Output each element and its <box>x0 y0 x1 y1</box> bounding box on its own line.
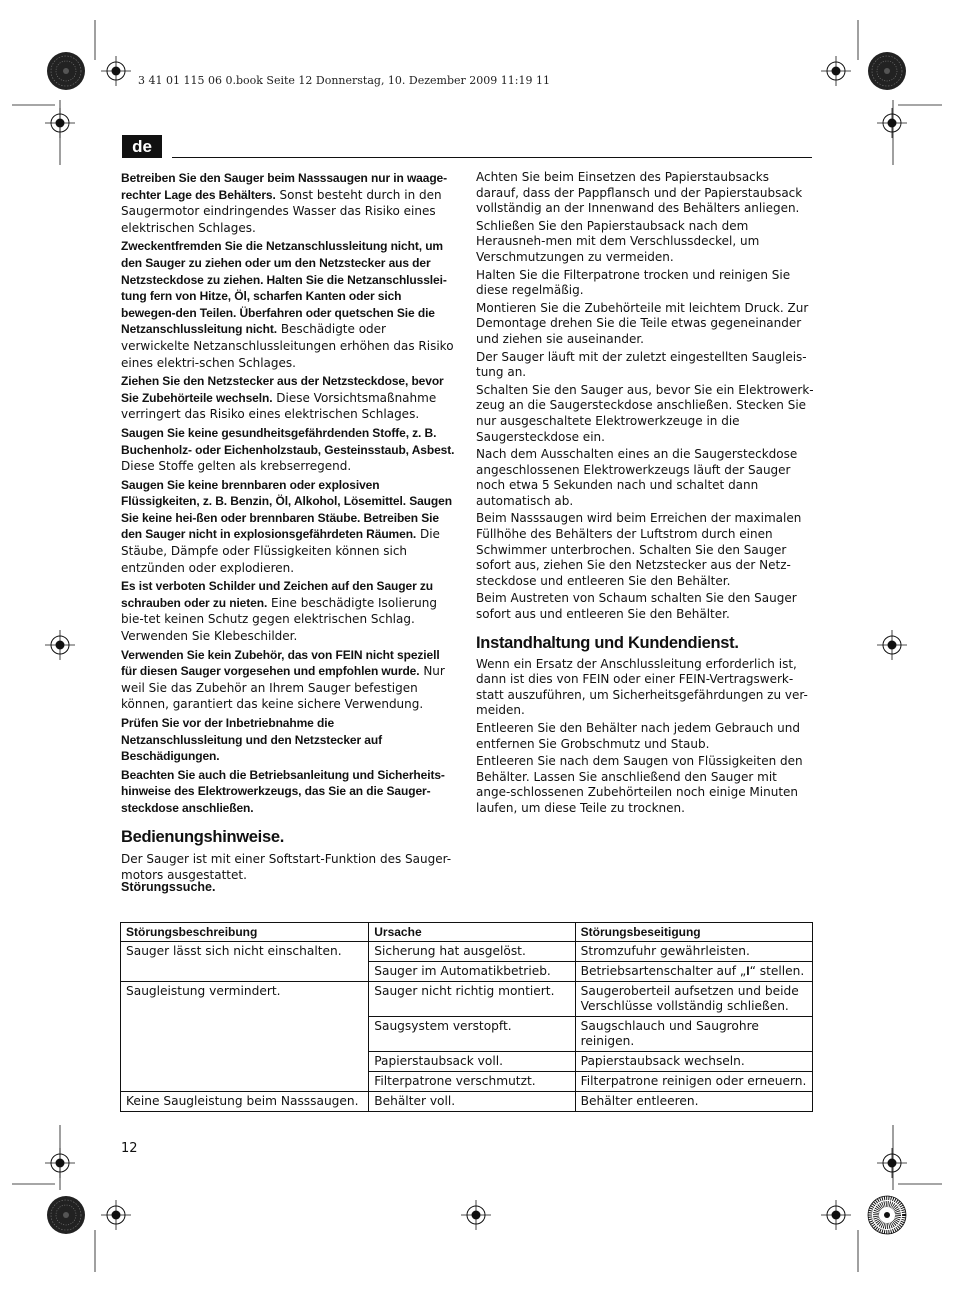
problem-cell: Sauger lässt sich nicht einschalten. <box>121 942 369 982</box>
safety-paragraph: Es ist verboten Schilder und Zeichen auf den Sauger zu schrauben oder zu nieten. Eine beschädigte Isolierung bie-tet keinen Schutz gegen elektrischen Schlag. Verwenden Sie Klebeschilder. <box>121 579 437 644</box>
cause-cell: Saugsystem verstopft. <box>369 1017 575 1052</box>
operation-paragraph: Beim Austreten von Schaum schalten Sie den Sauger sofort aus und entleeren Sie den Behälter. <box>476 591 797 622</box>
operation-paragraph: Der Sauger läuft mit der zuletzt eingestellten Saugleis-tung an. <box>476 349 807 380</box>
operation-paragraph: Beim Nasssaugen wird beim Erreichen der maximalen Füllhöhe des Behälters der Luftstrom durch einen Schwimmer unterbrochen. Schalten Sie den Sauger sofort aus, ziehen Sie den Netzstecker aus der Netz-steckdose und entleeren Sie den Behälter. <box>476 511 802 588</box>
fix-cell: Saugeroberteil aufsetzen und beide Verschlüsse vollständig schließen. <box>575 982 812 1017</box>
safety-paragraph: Saugen Sie keine brennbaren oder explosiven Flüssigkeiten, z. B. Benzin, Öl, Alkohol, Lösemittel. Saugen Sie keine hei-ßen oder brennbaren Stäube. Betreiben Sie den Sauger nicht in explosionsgefährdeten Räumen. Die Stäube, Dämpfe oder Flüssigkeiten können sich entzünden oder explodieren. <box>121 477 452 575</box>
safety-paragraph: Betreiben Sie den Sauger beim Nasssaugen nur in waage-rechter Lage des Behälters. Sonst besteht durch in den Saugermotor eindringendes Wasser das Risiko eines elektrischen Schlages. <box>121 171 448 235</box>
header-rule <box>172 157 812 158</box>
column-header: Störungsbeschreibung <box>121 923 369 942</box>
table-row <box>121 982 813 1017</box>
service-paragraph: Entleeren Sie den Behälter nach jedem Gebrauch und entfernen Sie Grobschmutz und Staub. <box>476 721 801 751</box>
cause-cell: Sauger im Automatikbetrieb. <box>369 962 575 982</box>
troubleshooting-title: Störungssuche. <box>121 880 216 894</box>
safety-paragraph: Saugen Sie keine gesundheitsgefährdenden Stoffe, z. B. Buchenholz- oder Eichenholzstaub, Gesteinsstaub, Asbest. Diese Stoffe gelten als krebserregend. <box>121 425 455 474</box>
column-header: Störungsbeseitigung <box>575 923 812 942</box>
operation-paragraph: Montieren Sie die Zubehörteile mit leichtem Druck. Zur Demontage drehen Sie die Teile etwas gegeneinander und ziehen sie auseinander. <box>476 300 809 346</box>
cause-cell: Sauger nicht richtig montiert. <box>369 982 575 1017</box>
service-paragraph: Wenn ein Ersatz der Anschlussleitung erforderlich ist, dann ist dies von FEIN oder einer FEIN-Vertragswerk-statt auszuführen, um Sicherheitsgefährdungen zu ver-meiden. <box>476 656 808 718</box>
heading-service: Instandhaltung und Kundendienst. <box>476 633 739 652</box>
cause-cell: Papierstaubsack voll. <box>369 1052 575 1072</box>
table-row <box>121 942 813 962</box>
page-number: 12 <box>121 1141 138 1156</box>
fix-cell: Betriebsartenschalter auf „I“ stellen. <box>575 962 812 982</box>
switch-symbol: I <box>746 964 750 978</box>
language-badge: de <box>122 135 162 158</box>
operation-paragraph: Halten Sie die Filterpatrone trocken und reinigen Sie diese regelmäßig. <box>476 267 791 298</box>
heading-operation: Bedienungshinweise. <box>121 827 284 846</box>
operation-paragraph: Nach dem Ausschalten eines an die Saugersteckdose angeschlossenen Elektrowerkzeugs läuft der Sauger noch etwa 5 Sekunden nach und schaltet dann automatisch ab. <box>476 447 798 508</box>
table-header-row <box>121 923 813 942</box>
fix-cell: Filterpatrone reinigen oder erneuern. <box>575 1072 812 1092</box>
right-column <box>476 170 814 819</box>
operation-paragraph: Schließen Sie den Papierstaubsack nach dem Herausneh-men mit dem Verschlussdeckel, um Verschmutzungen zu vermeiden. <box>476 218 760 264</box>
print-file-line: 3 41 01 115 06 0.book Seite 12 Donnerstag, 10. Dezember 2009 11:19 11 <box>138 74 550 87</box>
fix-cell: Behälter entleeren. <box>575 1092 812 1112</box>
fix-cell: Papierstaubsack wechseln. <box>575 1052 812 1072</box>
cause-cell: Sicherung hat ausgelöst. <box>369 942 575 962</box>
problem-cell: Saugleistung vermindert. <box>121 982 369 1092</box>
safety-paragraph: Prüfen Sie vor der Inbetriebnahme die Netzanschlussleitung und den Netzstecker auf Beschädigungen. <box>121 716 382 764</box>
column-header: Ursache <box>369 923 575 942</box>
operation-paragraph: Schalten Sie den Sauger aus, bevor Sie ein Elektrowerk-zeug an die Saugersteckdose anschließen. Stecken Sie nur ausgeschaltete Elektrowerkzeuge in die Saugersteckdose ein. <box>476 382 814 444</box>
troubleshooting-table <box>120 922 813 1112</box>
fix-cell: Saugschlauch und Saugrohre reinigen. <box>575 1017 812 1052</box>
safety-paragraph: Beachten Sie auch die Betriebsanleitung und Sicherheits-hinweise des Elektrowerkzeugs, das Sie an die Sauger-steckdose anschließen. <box>121 767 445 815</box>
operation-paragraph: Achten Sie beim Einsetzen des Papierstaubsacks darauf, dass der Pappflansch und der Papierstaubsack vollständig an der Innenwand des Behälters anliegen. <box>476 170 803 216</box>
problem-cell: Keine Saugleistung beim Nasssaugen. <box>121 1092 369 1112</box>
service-paragraph: Entleeren Sie nach dem Saugen von Flüssigkeiten den Behälter. Lassen Sie anschließend den Sauger mit ange-schlossenen Zubehörteilen noch einige Minuten laufen, um diese Teile zu trocknen. <box>476 754 803 815</box>
safety-paragraph: Zweckentfremden Sie die Netzanschlussleitung nicht, um den Sauger zu ziehen oder um den Netzstecker aus der Netzsteckdose zu ziehen. Halten Sie die Netzanschlusslei-tung fern von Hitze, Öl, scharfen Kanten oder sich bewegen-den Teilen. Überfahren oder quetschen Sie die Netzanschlussleitung nicht. Beschädigte oder verwickelte Netzanschlussleitungen erhöhen das Risiko eines elektri-schen Schlages. <box>121 239 454 370</box>
fix-cell: Stromzufuhr gewährleisten. <box>575 942 812 962</box>
cause-cell: Filterpatrone verschmutzt. <box>369 1072 575 1092</box>
safety-paragraph: Ziehen Sie den Netzstecker aus der Netzsteckdose, bevor Sie Zubehörteile wechseln. Diese Vorsichtsmaßnahme verringert das Risiko eines elektrischen Schlages. <box>121 374 444 422</box>
table-row <box>121 1092 813 1112</box>
operation-paragraph: Der Sauger ist mit einer Softstart-Funktion des Sauger-motors ausgestattet. <box>121 851 452 883</box>
cause-cell: Behälter voll. <box>369 1092 575 1112</box>
safety-paragraph: Verwenden Sie kein Zubehör, das von FEIN nicht speziell für diesen Sauger vorgesehen und empfohlen wurde. Nur weil Sie das Zubehör an Ihrem Sauger befestigen können, garantiert das keine sichere Verwendung. <box>121 647 445 712</box>
left-column <box>121 170 457 886</box>
